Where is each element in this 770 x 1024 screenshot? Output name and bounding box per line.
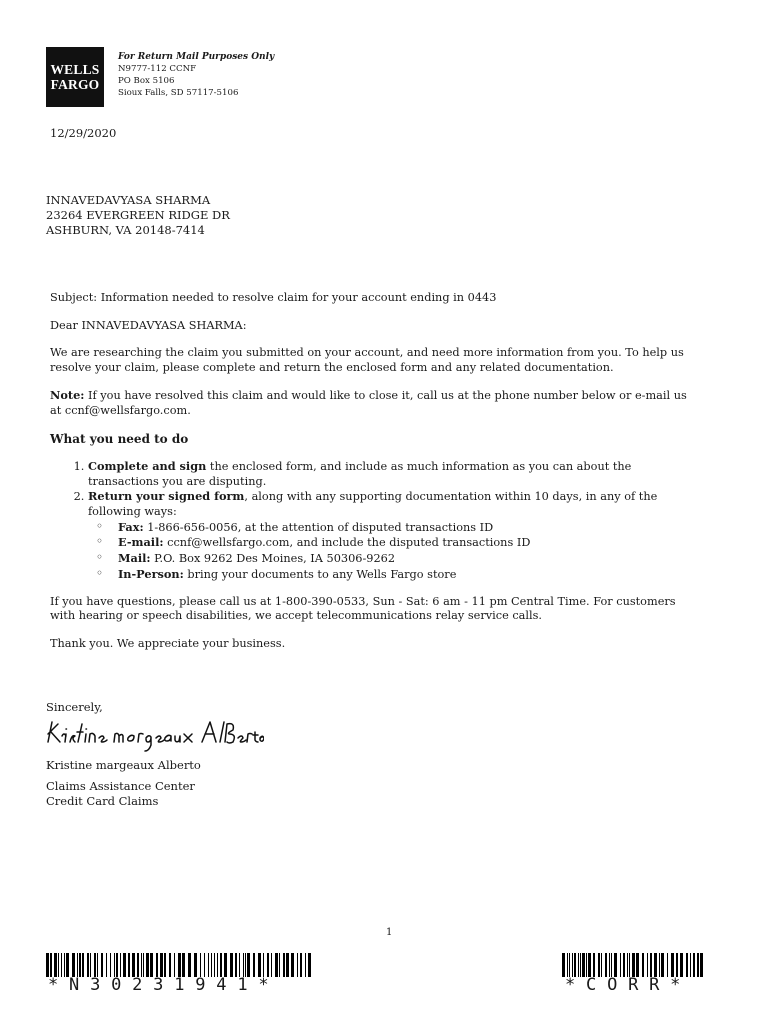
barcode-bar [120,953,121,977]
step-2-bold: Return your signed form [88,489,245,504]
barcode-bar [611,953,612,977]
barcode-bar [169,953,171,977]
barcode-bar [291,953,294,977]
barcode-bar [204,953,205,977]
barcode-bar [123,953,126,977]
barcode-bar [267,953,269,977]
return-address-title: For Return Mail Purposes Only [118,52,275,62]
return-methods-list [88,520,700,583]
barcode-bar [90,953,91,977]
barcode-bar [164,953,166,977]
method-text: P.O. Box 9262 Des Moines, IA 50306-9262 [150,552,396,566]
note-paragraph [50,388,700,418]
method-email [118,535,700,551]
logo-line-1: WELLS [50,62,100,77]
signer-block [46,758,201,809]
barcode-bar [128,953,130,977]
barcode-bar [588,953,591,977]
letter-body [50,291,700,665]
barcode-bar [258,953,261,977]
barcode-bar [200,953,201,977]
barcode-bar [182,953,185,977]
barcode-bar [578,953,579,977]
barcode-bar [116,953,118,977]
barcode-bar [230,953,233,977]
barcode-bar [614,953,617,977]
barcode-bar [693,953,695,977]
barcode-bar [94,953,96,977]
barcode-bar [214,953,215,977]
questions-paragraph: If you have questions, please call us at 1-800-390-0533, Sun - Sat: 6 am - 11 pm Central Time. For customers with hearing or speech disabilities, we accept telecommunications relay service calls. [50,594,676,623]
signer-division: Credit Card Claims [46,794,159,808]
barcode-bar [629,953,630,977]
barcode-bar [188,953,191,977]
barcode-bar [150,953,153,977]
barcode-bar [605,953,607,977]
barcode-bar [636,953,639,977]
recipient-city: ASHBURN, VA 20148-7414 [46,223,205,237]
barcode-bar [283,953,285,977]
barcode-bar [680,953,683,977]
step-1-text: the enclosed form, and include as much information as you can about the transactions you are disputing. [88,460,632,488]
barcode-bar [601,953,602,977]
barcode-bar [286,953,289,977]
barcode-bar [141,953,142,977]
return-address-line: PO Box 5106 [118,76,175,86]
wells-fargo-logo [46,47,104,107]
barcode-bar [146,953,149,977]
barcode-bar [300,953,302,977]
barcode-bar [224,953,227,977]
barcode-bar [582,953,585,977]
method-label: E-mail: [118,535,164,550]
barcode-bar [580,953,581,977]
barcode-bar [676,953,678,977]
recipient-street: 23264 EVERGREEN RIDGE DR [46,208,230,222]
barcode-bar [569,953,570,977]
barcode-bar [61,953,62,977]
barcode-bar [297,953,298,977]
barcode-bar [64,953,65,977]
barcode-bar [143,953,144,977]
barcode-bar [50,953,52,977]
method-label: Mail: [118,551,151,566]
step-item [88,459,700,489]
barcode-bar [609,953,610,977]
barcode-bar [305,953,306,977]
barcode-bar [77,953,78,977]
step-1-bold: Complete and sign [88,459,207,474]
barcode-bar [82,953,84,977]
return-address [118,51,274,99]
barcode-bar [263,953,264,977]
method-text: bring your documents to any Wells Fargo store [183,567,457,581]
handwritten-signature [44,712,264,752]
page-number: 1 [386,927,393,938]
barcode-bar [79,953,81,977]
barcode-bar [208,953,209,977]
barcode-bar [66,953,69,977]
barcode-bar [623,953,625,977]
salutation: Dear INNAVEDAVYASA SHARMA: [50,318,247,332]
barcode-bar [178,953,181,977]
sign-off: Sincerely, [46,700,103,714]
barcode-bar [632,953,635,977]
barcode-bar [271,953,272,977]
barcode-bar [110,953,111,977]
barcode-bar [593,953,595,977]
barcode-bar [97,953,98,977]
barcode-bar [235,953,237,977]
barcode-bar [667,953,668,977]
barcode-bar [659,953,660,977]
barcode-bar [308,953,311,977]
barcode-bar [647,953,648,977]
thanks-paragraph: Thank you. We appreciate your business. [50,636,286,650]
barcode-bar [156,953,158,977]
barcode-bar [627,953,628,977]
barcode-bar [598,953,600,977]
barcode-bar [54,953,57,977]
barcode-bar [620,953,621,977]
barcode-bar [239,953,240,977]
method-text: ccnf@wellsfargo.com, and include the disputed transactions ID [163,536,531,550]
barcode-bar [46,953,49,977]
barcode-bar [275,953,278,977]
barcode-bar [114,953,115,977]
barcode-bar [194,953,197,977]
step-item [88,489,700,582]
method-in-person [118,567,700,583]
barcode-bar [137,953,139,977]
barcode-bar [697,953,699,977]
barcode-bar [211,953,212,977]
signer-department: Claims Assistance Center [46,779,195,793]
barcode-left-text: *N30231941* [48,975,280,995]
barcode-bar [87,953,89,977]
barcode-bar [661,953,664,977]
logo-line-2: FARGO [50,77,100,92]
barcode-right [562,953,708,977]
return-address-line: N9777-112 CCNF [118,64,197,74]
barcode-bar [217,953,218,977]
barcode-bar [245,953,246,977]
recipient-name: INNAVEDAVYASA SHARMA [46,193,211,207]
barcode-right-text: *CORR* [565,975,692,995]
barcode-bar [671,953,674,977]
method-fax [118,520,700,536]
barcode-bar [132,953,135,977]
barcode-bar [101,953,103,977]
method-text: 1-866-656-0056, at the attention of disputed transactions ID [143,520,494,534]
letter-date: 12/29/2020 [50,126,117,140]
barcode-bar [243,953,244,977]
barcode-bar [58,953,59,977]
method-label: In-Person: [118,566,184,581]
barcode-bar [642,953,644,977]
barcode-bar [562,953,565,977]
signer-name: Kristine margeaux Alberto [46,758,201,772]
recipient-address [46,193,230,238]
barcode-bar [574,953,576,977]
barcode-bar [567,953,568,977]
barcode-bar [572,953,573,977]
barcode-bar [690,953,691,977]
barcode-bar [700,953,703,977]
barcode-bar [253,953,255,977]
note-text: If you have resolved this claim and would like to close it, call us at the phone number below or e-mail us at ccnf@wellsfargo.com. [50,389,687,417]
note-label: Note: [50,388,85,403]
barcode-bar [654,953,657,977]
return-address-line: Sioux Falls, SD 57117-5106 [118,88,239,98]
barcode-bar [220,953,222,977]
barcode-bar [160,953,163,977]
barcode-bar [686,953,688,977]
barcode-bar [174,953,175,977]
barcode-bar [106,953,107,977]
subject-line: Subject: Information needed to resolve claim for your account ending in 0443 [50,291,497,304]
step-2-text: , along with any supporting documentation within 10 days, in any of the following ways: [88,490,658,518]
barcode-bar [247,953,250,977]
barcode-bar [586,953,587,977]
method-label: Fax: [118,519,144,534]
barcode-left [46,953,314,977]
intro-paragraph: We are researching the claim you submitted on your account, and need more information from you. To help us resolve your claim, please complete and return the enclosed form and any related documentation. [50,346,684,374]
method-mail [118,551,700,567]
barcode-bar [72,953,75,977]
section-heading: What you need to do [50,431,189,446]
barcode-bar [650,953,652,977]
steps-list [50,459,700,583]
barcode-bar [279,953,280,977]
